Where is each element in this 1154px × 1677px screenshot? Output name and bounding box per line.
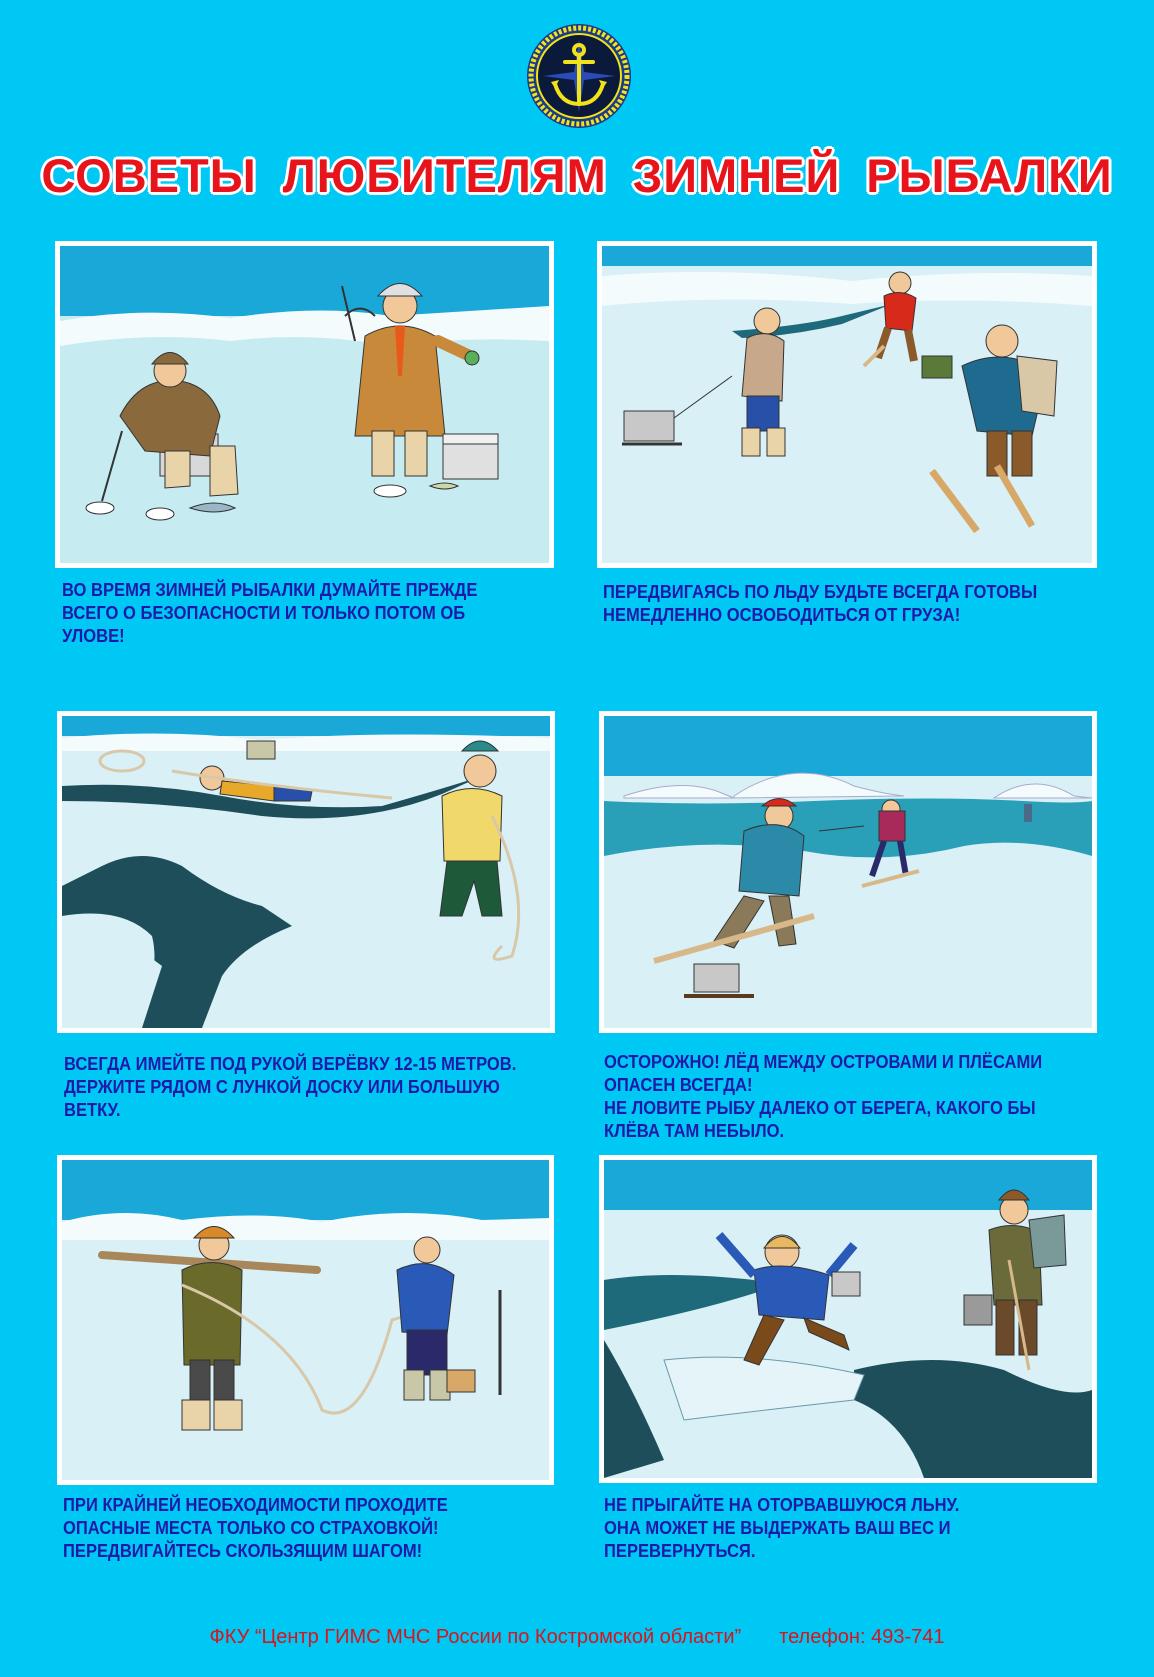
footer-organization: ФКУ “Центр ГИМС МЧС России по Костромской области” (209, 1626, 742, 1648)
illustration-panel-4 (599, 711, 1097, 1033)
illustration-panel-2 (597, 241, 1097, 568)
illustration-panel-6 (599, 1155, 1097, 1483)
poster-title: СОВЕТЫ ЛЮБИТЕЛЯМ ЗИМНЕЙ РЫБАЛКИ (41, 149, 1113, 202)
anchor-emblem-icon (525, 22, 633, 130)
panel-2-caption: ПЕРЕДВИГАЯСЬ ПО ЛЬДУ БУДЬТЕ ВСЕГДА ГОТОВЫ НЕМЕДЛЕННО ОСВОБОДИТЬСЯ ОТ ГРУЗА! (603, 582, 1038, 625)
illustration-panel-3 (57, 711, 555, 1033)
panel-4-caption: ОСТОРОЖНО! ЛЁД МЕЖДУ ОСТРОВАМИ И ПЛЁСАМИ ОПАСЕН ВСЕГДА! НЕ ЛОВИТЕ РЫБУ ДАЛЕКО ОТ БЕРЕГА, КАКОГО БЫ КЛЁВА ТАМ НЕБЫЛО. (604, 1052, 1043, 1141)
panel-3-caption: ВСЕГДА ИМЕЙТЕ ПОД РУКОЙ ВЕРЁВКУ 12-15 МЕТРОВ. ДЕРЖИТЕ РЯДОМ С ЛУНКОЙ ДОСКУ ИЛИ БОЛЬШУЮ ВЕТКУ. (64, 1054, 517, 1120)
panel-5-caption: ПРИ КРАЙНЕЙ НЕОБХОДИМОСТИ ПРОХОДИТЕ ОПАСНЫЕ МЕСТА ТОЛЬКО СО СТРАХОВКОЙ! ПЕРЕДВИГАЙТЕСЬ СКОЛЬЗЯЩИМ ШАГОМ! (63, 1495, 448, 1561)
illustration-panel-5 (57, 1155, 554, 1485)
footer-phone: телефон: 493-741 (779, 1626, 945, 1648)
illustration-panel-1 (55, 241, 554, 568)
panel-1-caption: ВО ВРЕМЯ ЗИМНЕЙ РЫБАЛКИ ДУМАЙТЕ ПРЕЖДЕ ВСЕГО О БЕЗОПАСНОСТИ И ТОЛЬКО ПОТОМ ОБ УЛОВЕ! (62, 580, 478, 646)
footer (0, 1626, 1154, 1649)
panel-6-caption: НЕ ПРЫГАЙТЕ НА ОТОРВАВШУЮСЯ ЛЬНУ. ОНА МОЖЕТ НЕ ВЫДЕРЖАТЬ ВАШ ВЕС И ПЕРЕВЕРНУТЬСЯ. (604, 1495, 960, 1561)
